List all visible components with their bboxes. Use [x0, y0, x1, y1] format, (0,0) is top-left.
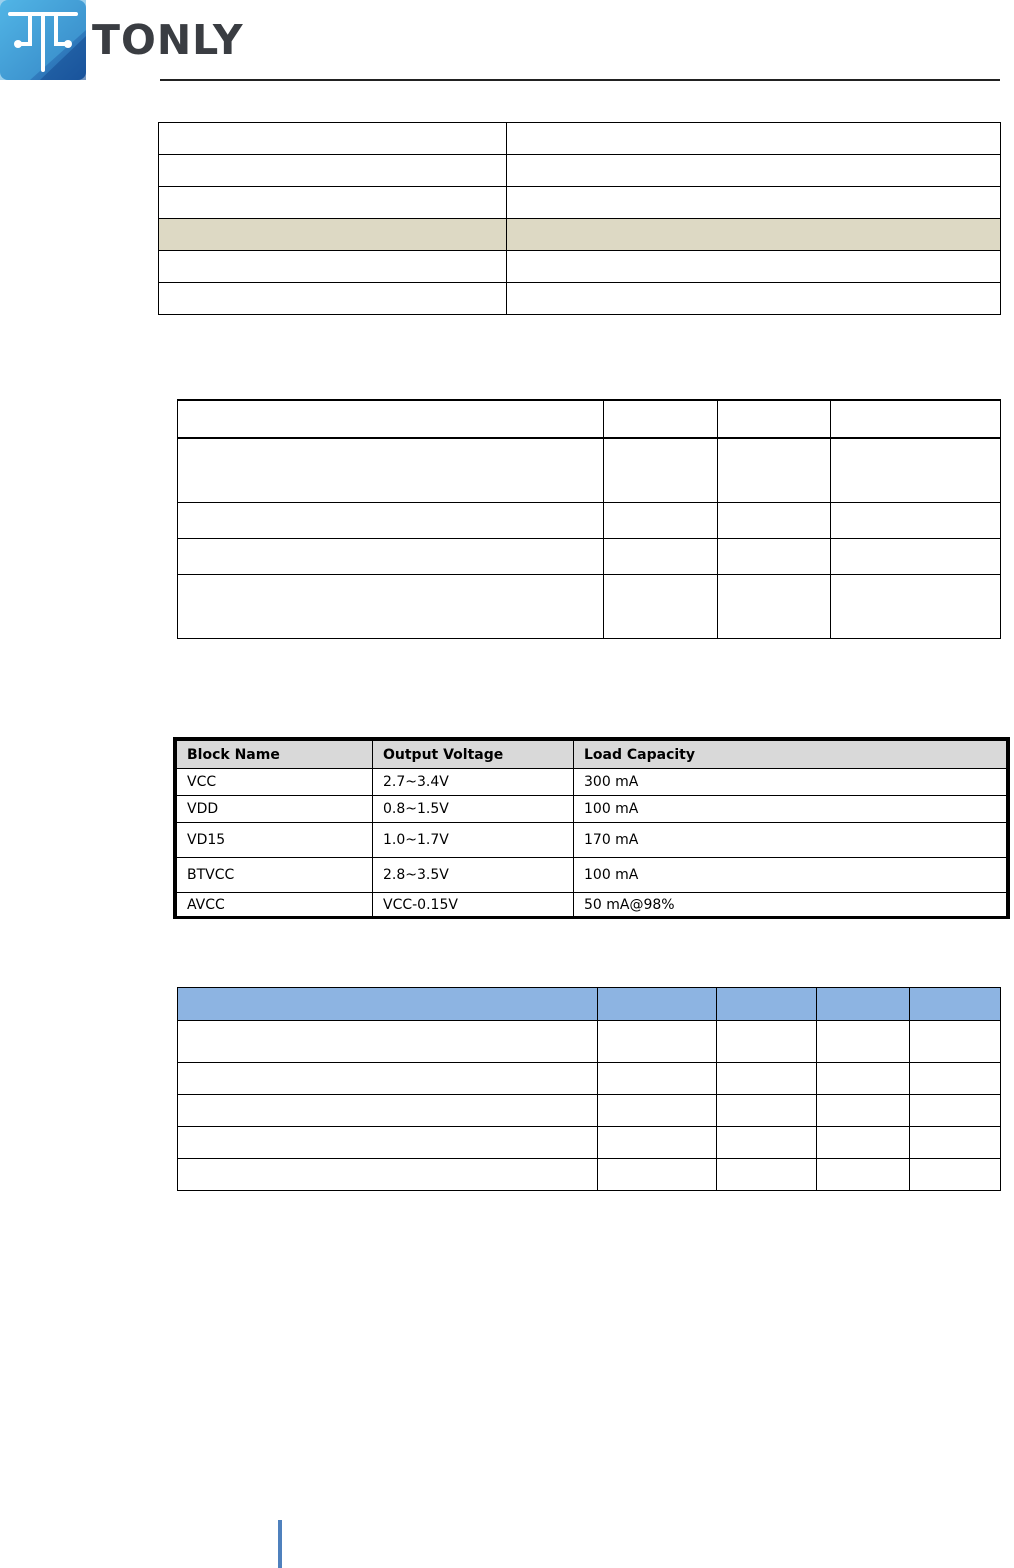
- output-voltage-cell: 0.8~1.5V: [373, 796, 574, 823]
- column-header-output-voltage: Output Voltage: [373, 741, 574, 769]
- table-row: [178, 1021, 1001, 1063]
- block-name-cell: VDD: [177, 796, 373, 823]
- table-row: [178, 574, 1001, 638]
- table-row: [177, 769, 1007, 796]
- table-row: [177, 823, 1007, 858]
- block-name-cell: BTVCC: [177, 858, 373, 893]
- output-voltage-cell: VCC-0.15V: [373, 893, 574, 918]
- load-capacity-cell: 300 mA: [574, 769, 1007, 796]
- spec-table-2: [177, 399, 1001, 639]
- load-capacity-cell: 50 mA@98%: [574, 893, 1007, 918]
- spec-table-4: [177, 987, 1001, 1191]
- column-header-block-name: Block Name: [177, 741, 373, 769]
- table-row: [178, 438, 1001, 502]
- load-capacity-cell: 170 mA: [574, 823, 1007, 858]
- table-row-shaded: [159, 219, 1001, 251]
- output-voltage-cell: 2.7~3.4V: [373, 769, 574, 796]
- header-rule: [160, 79, 1000, 81]
- column-header-load-capacity: Load Capacity: [574, 741, 1007, 769]
- block-name-cell: VCC: [177, 769, 373, 796]
- table-row: [178, 538, 1001, 574]
- load-capacity-cell: 100 mA: [574, 796, 1007, 823]
- table-row: [177, 858, 1007, 893]
- brand-name: TONLY: [92, 16, 244, 64]
- table-row: [178, 1095, 1001, 1127]
- table-row: [178, 1159, 1001, 1191]
- table-row: [177, 893, 1007, 918]
- table-row: [159, 251, 1001, 283]
- tonly-logo-icon: [0, 0, 88, 80]
- load-capacity-cell: 100 mA: [574, 858, 1007, 893]
- block-name-cell: AVCC: [177, 893, 373, 918]
- power-block-table: [173, 737, 1010, 919]
- block-name-cell: VD15: [177, 823, 373, 858]
- table-row: [178, 1127, 1001, 1159]
- table-row: [178, 502, 1001, 538]
- table-header-row: [178, 988, 1001, 1021]
- footer-accent-bar: [278, 1520, 282, 1568]
- table-row: [159, 155, 1001, 187]
- table-row: [178, 1063, 1001, 1095]
- output-voltage-cell: 1.0~1.7V: [373, 823, 574, 858]
- output-voltage-cell: 2.8~3.5V: [373, 858, 574, 893]
- table-row: [177, 796, 1007, 823]
- table-row: [159, 187, 1001, 219]
- table-row: [159, 123, 1001, 155]
- spec-table-1: [158, 122, 1001, 315]
- table-header-row: [177, 741, 1007, 769]
- table-row: [159, 283, 1001, 315]
- table-header-row: [178, 400, 1001, 438]
